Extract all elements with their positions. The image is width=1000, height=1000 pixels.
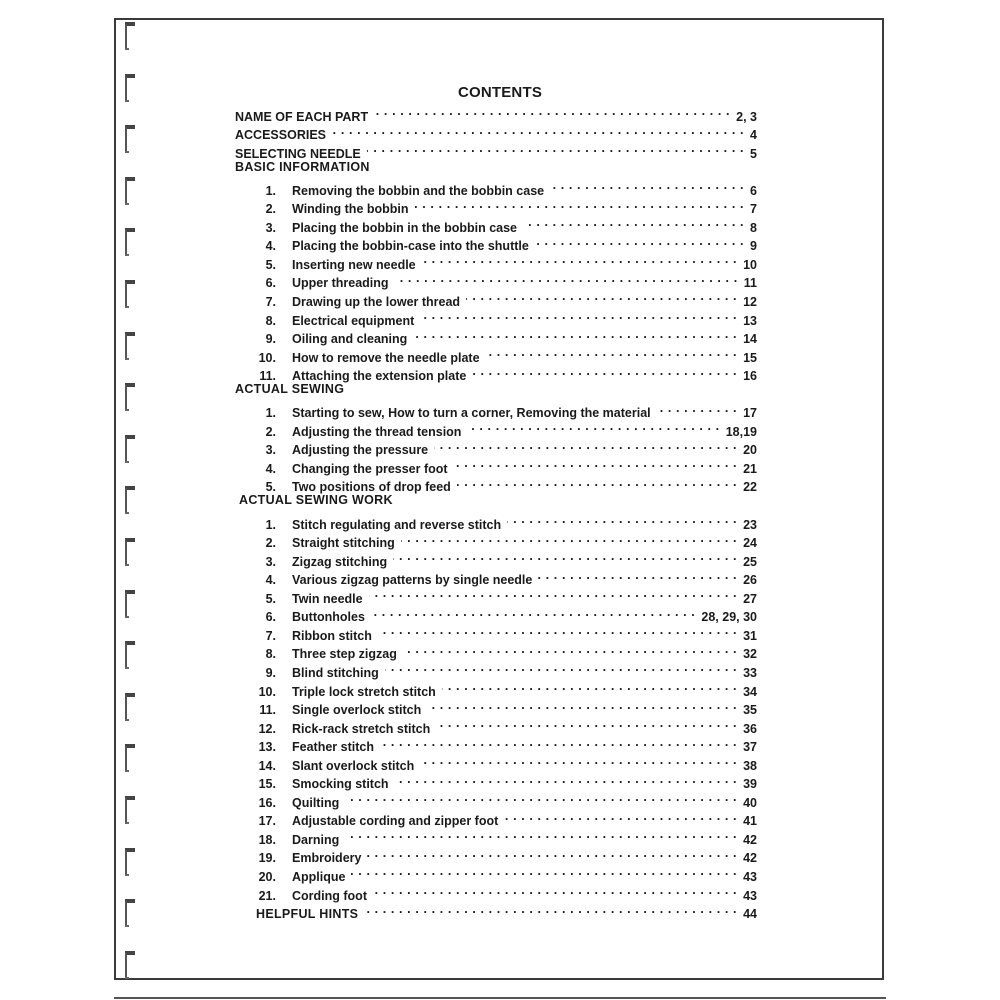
item-label: Removing the bobbin and the bobbin case [292, 183, 545, 198]
toc-item [235, 658, 757, 680]
toc-item [235, 454, 757, 476]
toc-item [235, 547, 757, 569]
dot-leader [367, 844, 737, 863]
item-page: 36 [743, 721, 757, 736]
dot-leader [422, 250, 737, 269]
item-page: 40 [743, 795, 757, 810]
toc-item [235, 621, 757, 643]
item-number: 7. [265, 628, 276, 643]
dot-leader [374, 102, 730, 121]
item-number: 5. [265, 480, 276, 495]
binder-ring-icon [124, 848, 134, 876]
item-label: Three step zigzag [292, 647, 397, 662]
entry-label: SELECTING NEEDLE [235, 146, 361, 161]
item-page: 17 [743, 406, 757, 421]
binder-ring-icon [124, 744, 134, 772]
item-label: Smocking stitch [292, 777, 389, 792]
item-label: How to remove the needle plate [292, 350, 480, 365]
item-label: Embroidery [292, 851, 362, 866]
item-page: 21 [743, 461, 757, 476]
item-number: 6. [265, 610, 276, 625]
item-page: 13 [743, 313, 757, 328]
dot-leader [535, 232, 744, 251]
toc-item [235, 807, 757, 829]
table-of-contents [235, 102, 757, 922]
item-page: 31 [743, 628, 757, 643]
item-page: 18,19 [725, 424, 757, 439]
toc-item [235, 788, 757, 810]
item-label: Zigzag stitching [292, 554, 388, 569]
toc-item [235, 566, 757, 588]
item-label: Adjusting the pressure [292, 443, 429, 458]
item-number: 10. [258, 350, 276, 365]
item-label: Stitch regulating and reverse stitch [292, 517, 502, 532]
entry-page: 4 [750, 128, 757, 143]
item-page: 12 [743, 295, 757, 310]
binder-ring-icon [124, 538, 134, 566]
toc-item [235, 325, 757, 347]
toc-item [235, 417, 757, 439]
item-label: Rick-rack stretch stitch [292, 721, 431, 736]
dot-leader [351, 862, 737, 881]
item-number: 11. [259, 369, 276, 384]
item-page: 7 [750, 202, 757, 217]
item-page: 24 [743, 536, 757, 551]
entry-label: HELPFUL HINTS [256, 907, 359, 922]
binder-ring-icon [124, 486, 134, 514]
item-label: Various zigzag patterns by single needle [292, 573, 533, 588]
item-number: 2. [265, 424, 276, 439]
dot-leader [378, 621, 737, 640]
toc-item [235, 584, 757, 606]
toc-item [235, 306, 757, 328]
toc-item [235, 436, 757, 458]
item-page: 9 [750, 239, 757, 254]
dot-leader [393, 547, 737, 566]
entry-label: ACCESSORIES [235, 128, 326, 143]
entry-page: 2, 3 [736, 109, 757, 124]
dot-leader [486, 343, 738, 362]
dot-leader [395, 269, 738, 288]
toc-item [235, 677, 757, 699]
item-number: 4. [265, 461, 276, 476]
toc-entry [235, 900, 757, 922]
item-number: 7. [265, 295, 276, 310]
item-page: 27 [743, 591, 757, 606]
toc-item [235, 287, 757, 310]
item-page: 32 [743, 647, 757, 662]
toc-item [235, 213, 757, 235]
item-number: 14. [258, 758, 276, 773]
binder-ring-icon [124, 177, 134, 205]
item-number: 10. [258, 684, 276, 699]
item-number: 17. [258, 814, 276, 829]
dot-leader [434, 436, 737, 455]
item-number: 6. [265, 276, 276, 291]
item-number: 2. [265, 536, 276, 551]
item-label: Adjustable cording and zipper foot [292, 814, 499, 829]
item-label: Two positions of drop feed [292, 480, 451, 495]
item-number: 16. [258, 795, 276, 810]
toc-item [235, 696, 757, 718]
dot-leader [442, 677, 737, 696]
item-label: Applique [292, 869, 346, 884]
item-page: 43 [743, 869, 757, 884]
item-label: Slant overlock stitch [292, 758, 415, 773]
item-label: Adjusting the thread tension [292, 424, 462, 439]
toc-entry [235, 102, 757, 124]
item-page: 23 [743, 517, 757, 532]
toc-item [235, 862, 757, 884]
binder-ring-icon [124, 641, 134, 669]
toc-item [235, 640, 757, 662]
item-number: 20. [258, 869, 276, 884]
section-label: BASIC INFORMATION [235, 159, 370, 174]
item-page: 38 [743, 758, 757, 773]
section-label: ACTUAL SEWING [235, 382, 345, 397]
entry-page: 44 [743, 907, 757, 922]
toc-item [235, 176, 757, 198]
item-page: 20 [743, 443, 757, 458]
toc-item [235, 362, 757, 384]
binder-ring-icon [124, 435, 134, 463]
item-number: 19. [258, 851, 276, 866]
toc-item [235, 473, 757, 495]
section-heading [235, 380, 757, 399]
toc-item [235, 529, 757, 551]
item-page: 26 [743, 573, 757, 588]
item-label: Blind stitching [292, 665, 379, 680]
toc-entry [235, 139, 757, 161]
dot-leader [345, 788, 737, 807]
entry-page: 5 [750, 146, 757, 161]
toc-item [235, 250, 757, 272]
toc-item [235, 844, 757, 866]
item-page: 42 [743, 832, 757, 847]
item-label: Starting to sew, How to turn a corner, Removing the material [292, 406, 651, 421]
item-label: Feather stitch [292, 740, 374, 755]
dot-leader [504, 807, 737, 826]
dot-leader [420, 751, 737, 770]
dot-leader [385, 658, 737, 677]
bottom-rule [114, 997, 886, 999]
item-number: 1. [265, 406, 276, 421]
dot-leader [380, 733, 737, 752]
item-page: 11 [743, 276, 757, 291]
item-number: 13. [258, 740, 276, 755]
dot-leader [427, 696, 737, 715]
dot-leader [507, 510, 737, 529]
binder-ring-icon [124, 951, 134, 979]
toc-entry [235, 121, 757, 143]
item-number: 3. [265, 443, 276, 458]
toc-item [235, 269, 757, 291]
item-page: 10 [743, 257, 757, 272]
item-number: 4. [265, 239, 276, 254]
item-number: 5. [265, 257, 276, 272]
item-label: Inserting new needle [292, 257, 416, 272]
toc-item [235, 825, 757, 847]
dot-leader [420, 306, 737, 325]
dot-leader [403, 640, 737, 659]
item-page: 22 [743, 480, 757, 495]
item-page: 35 [743, 703, 757, 718]
item-page: 28, 29, 30 [701, 610, 757, 625]
item-label: Attaching the extension plate [292, 369, 467, 384]
binder-ring-icon [124, 796, 134, 824]
item-label: Darning [292, 832, 340, 847]
dot-leader [364, 900, 737, 919]
item-number: 3. [265, 554, 276, 569]
item-label: Straight stitching [292, 536, 395, 551]
section-heading [235, 158, 757, 177]
item-page: 34 [743, 684, 757, 699]
item-page: 14 [743, 332, 757, 347]
item-label: Placing the bobbin-case into the shuttle [292, 239, 529, 254]
binder-ring-icon [124, 125, 134, 153]
item-number: 9. [265, 332, 276, 347]
dot-leader [401, 529, 737, 548]
dot-leader [657, 399, 737, 418]
dot-leader [466, 287, 737, 306]
toc-item [235, 510, 757, 532]
item-page: 37 [743, 740, 757, 755]
dot-leader [457, 473, 737, 492]
item-label: Drawing up the lower thread [292, 295, 461, 310]
dot-leader [538, 566, 737, 585]
item-label: Upper threading [292, 276, 389, 291]
item-number: 8. [265, 313, 276, 328]
item-label: Winding the bobbin [292, 202, 409, 217]
item-number: 18. [258, 832, 276, 847]
item-number: 1. [265, 183, 276, 198]
dot-leader [523, 213, 744, 232]
item-label: Triple lock stretch stitch [292, 684, 436, 699]
toc-item [235, 733, 757, 755]
binder-ring-icon [124, 228, 134, 256]
item-page: 41 [743, 814, 757, 829]
binder-ring-icon [124, 22, 134, 50]
item-page: 6 [750, 183, 757, 198]
item-number: 3. [265, 220, 276, 235]
dot-leader [550, 176, 744, 195]
item-page: 15 [743, 350, 757, 365]
dot-leader [395, 770, 738, 789]
entry-label: NAME OF EACH PART [235, 109, 369, 124]
dot-leader [367, 139, 744, 158]
item-number: 5. [265, 591, 276, 606]
dot-leader [413, 325, 737, 344]
item-label: Oiling and cleaning [292, 332, 408, 347]
toc-item [235, 232, 757, 254]
dot-leader [373, 881, 737, 900]
binder-ring-icon [124, 899, 134, 927]
item-number: 11. [259, 703, 276, 718]
toc-item [235, 343, 757, 365]
toc-item [235, 714, 757, 736]
item-label: Quilting [292, 795, 340, 810]
toc-item [235, 751, 757, 773]
binder-ring-icon [124, 332, 134, 360]
item-page: 33 [743, 665, 757, 680]
dot-leader [436, 714, 737, 733]
item-label: Electrical equipment [292, 313, 415, 328]
dot-leader [415, 195, 745, 214]
item-number: 15. [258, 777, 276, 792]
binder-ring-icon [124, 693, 134, 721]
item-number: 12. [258, 721, 276, 736]
item-number: 1. [265, 517, 276, 532]
dot-leader [454, 454, 738, 473]
dot-leader [371, 603, 695, 622]
dot-leader [472, 362, 737, 381]
item-label: Ribbon stitch [292, 628, 372, 643]
item-number: 4. [265, 573, 276, 588]
item-page: 43 [743, 888, 757, 903]
item-label: Buttonholes [292, 610, 365, 625]
item-label: Twin needle [292, 591, 363, 606]
item-number: 8. [265, 647, 276, 662]
section-heading [235, 491, 757, 510]
item-page: 16 [743, 369, 757, 384]
item-number: 2. [265, 202, 276, 217]
binder-marks [124, 22, 140, 972]
toc-item [235, 770, 757, 792]
binder-ring-icon [124, 383, 134, 411]
toc-item [235, 195, 757, 217]
dot-leader [345, 825, 737, 844]
toc-item [235, 399, 757, 421]
binder-ring-icon [124, 590, 134, 618]
toc-item [235, 603, 757, 625]
section-label: ACTUAL SEWING WORK [239, 493, 393, 508]
item-label: Placing the bobbin in the bobbin case [292, 220, 518, 235]
toc-item [235, 881, 757, 903]
item-label: Single overlock stitch [292, 703, 422, 718]
item-page: 25 [743, 554, 757, 569]
binder-ring-icon [124, 280, 134, 308]
dot-leader [369, 584, 737, 603]
item-page: 8 [750, 220, 757, 235]
item-page: 39 [743, 777, 757, 792]
item-label: Changing the presser foot [292, 461, 448, 476]
item-number: 21. [258, 888, 276, 903]
item-page: 42 [743, 851, 757, 866]
dot-leader [332, 121, 744, 140]
item-number: 9. [265, 665, 276, 680]
dot-leader [467, 417, 719, 436]
page-title: CONTENTS [457, 84, 543, 101]
item-label: Cording foot [292, 888, 367, 903]
